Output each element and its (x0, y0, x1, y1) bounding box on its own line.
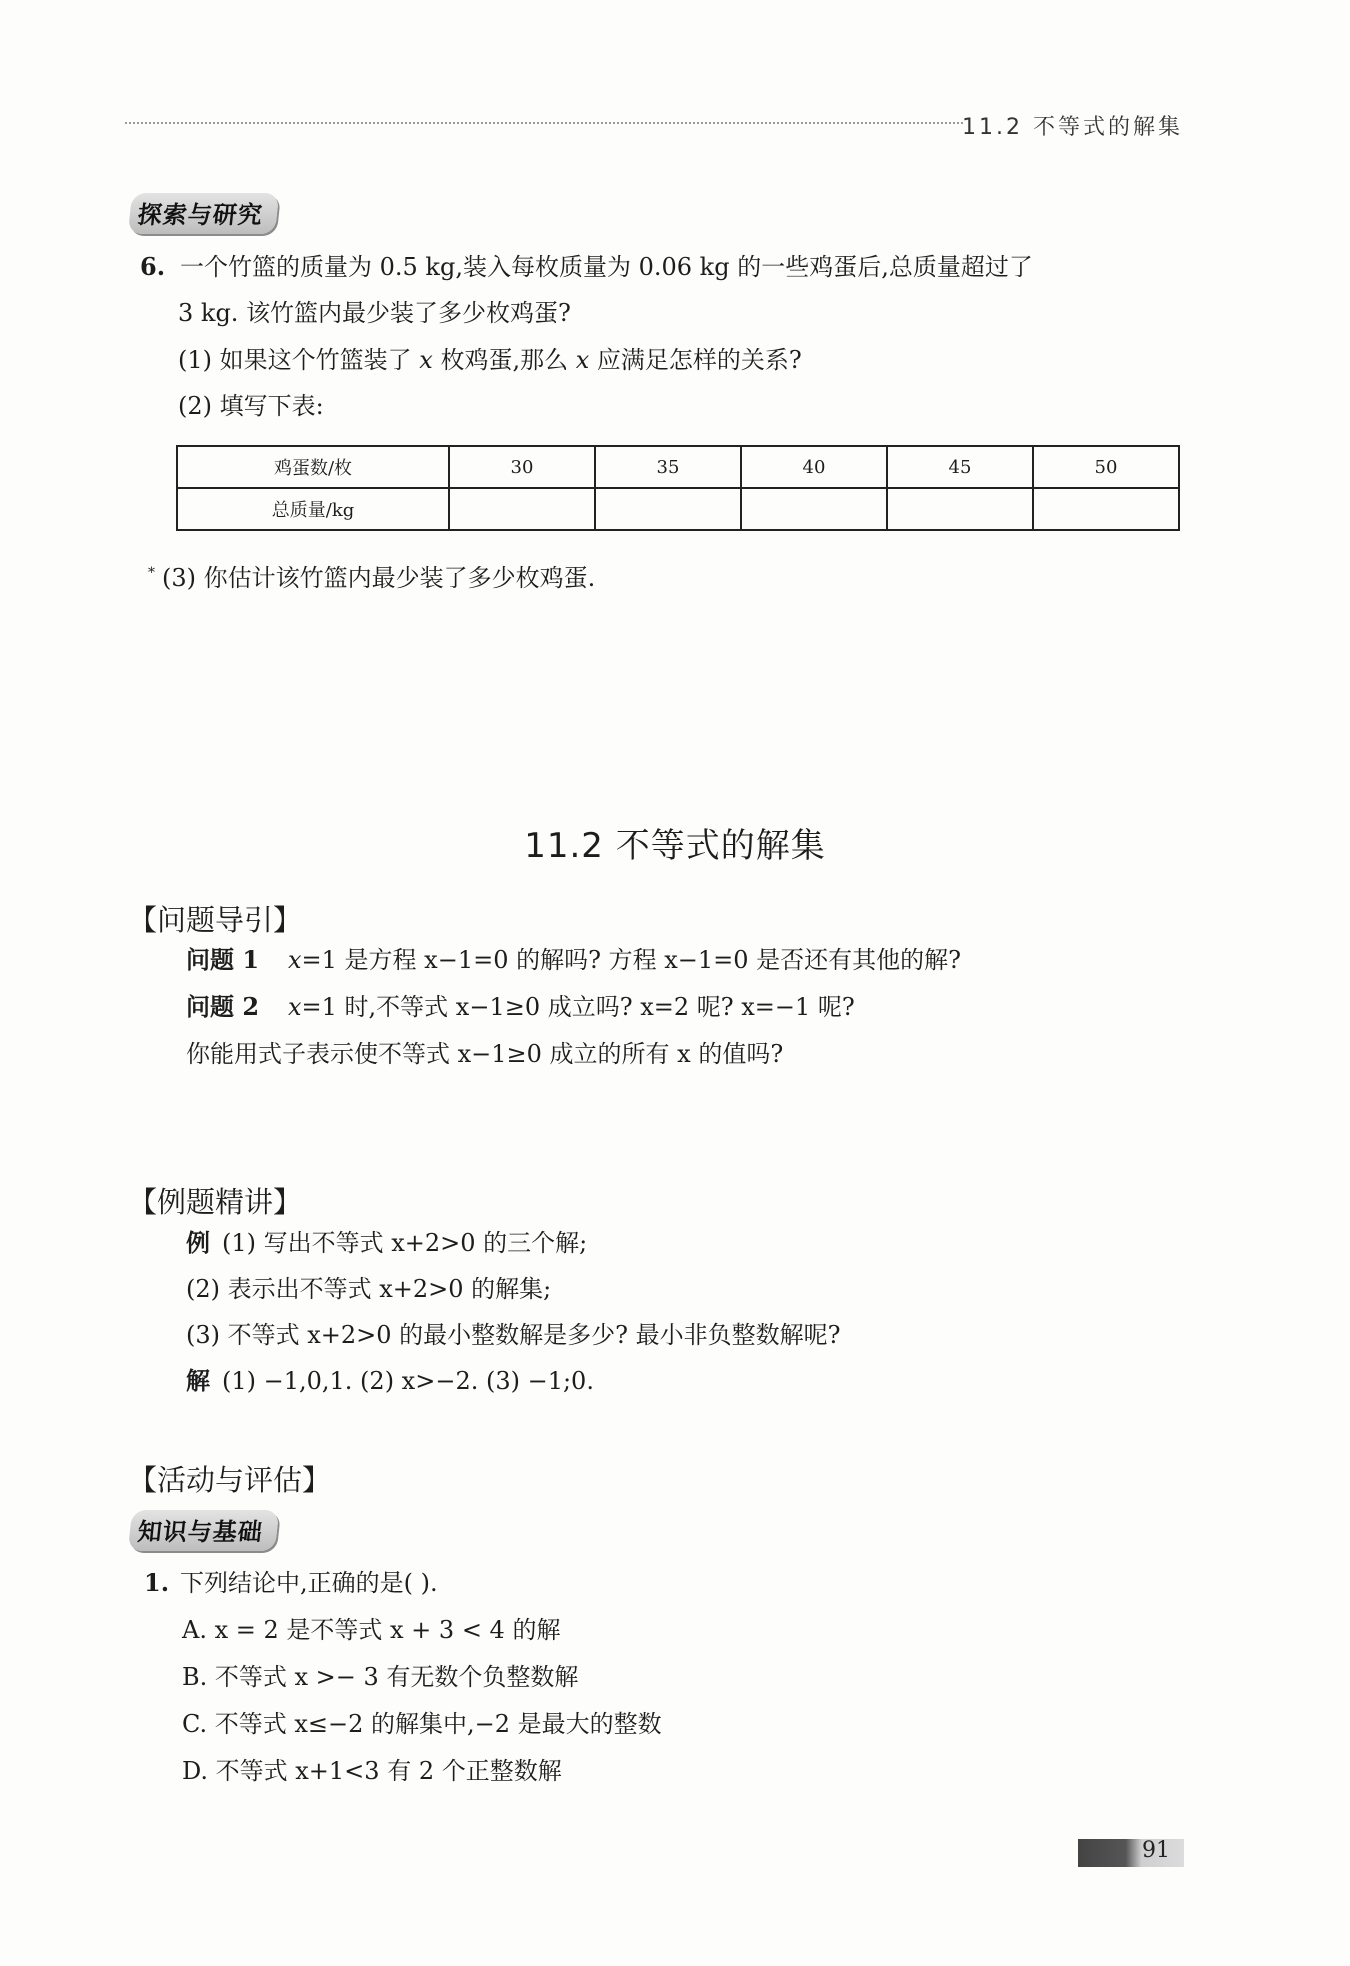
table-cell: 45 (887, 446, 1033, 488)
table-cell-empty (887, 488, 1033, 530)
question-1-text (288, 945, 961, 975)
variable-x: x (419, 346, 433, 374)
egg-mass-table (176, 445, 1180, 531)
example-heading: 【例题精讲】 (128, 1185, 303, 1219)
question-6-part2: (2) 填写下表: (178, 392, 324, 420)
part1-text-b: 枚鸡蛋,那么 (432, 346, 576, 374)
question-2-text (288, 992, 855, 1022)
explore-section-badge: 探索与研究 (128, 193, 279, 234)
problem-guide-heading: 【问题导引】 (128, 903, 303, 937)
question-1-label: 问题 1 (186, 945, 260, 974)
option-d: D. 不等式 x+1<3 有 2 个正整数解 (182, 1757, 562, 1785)
question-2-body: =1 时,不等式 x−1≥0 成立吗? x=2 呢? x=−1 呢? (301, 993, 855, 1021)
table-row (177, 488, 1179, 530)
question-6-line1: 一个竹篮的质量为 0.5 kg,装入每枚质量为 0.06 kg 的一些鸡蛋后,总质量超过了 (180, 253, 1033, 281)
question-6-line2: 3 kg. 该竹篮内最少装了多少枚鸡蛋? (178, 299, 571, 327)
basics-section-badge: 知识与基础 (128, 1510, 279, 1551)
table-cell: 40 (741, 446, 887, 488)
option-a: A. x = 2 是不等式 x + 3 < 4 的解 (182, 1616, 561, 1644)
table-cell: 50 (1033, 446, 1179, 488)
header-rule (125, 122, 963, 124)
variable-x: x (575, 346, 590, 374)
question-2-followup: 你能用式子表示使不等式 x−1≥0 成立的所有 x 的值吗? (186, 1040, 784, 1068)
table-cell-empty (449, 488, 595, 530)
activity-heading: 【活动与评估】 (128, 1463, 332, 1497)
variable-x: x (288, 946, 302, 974)
question-1-stem: 下列结论中,正确的是( ). (180, 1569, 438, 1597)
option-c: C. 不等式 x≤−2 的解集中,−2 是最大的整数 (182, 1710, 662, 1738)
table-cell: 35 (595, 446, 741, 488)
question-6-part3: (3) 你估计该竹篮内最少装了多少枚鸡蛋. (162, 564, 596, 592)
table-cell-empty (1033, 488, 1179, 530)
table-row-header: 总质量/kg (177, 488, 449, 530)
variable-x: x (288, 993, 302, 1021)
example-part1: (1) 写出不等式 x+2>0 的三个解; (222, 1229, 588, 1257)
table-cell-empty (741, 488, 887, 530)
question-6-part1 (178, 345, 802, 375)
running-header-title: 11.2 不等式的解集 (962, 115, 1183, 140)
optional-mark: * (148, 565, 155, 581)
table-row (177, 446, 1179, 488)
question-6-number: 6. (140, 252, 166, 281)
question-1-number: 1. (144, 1568, 170, 1597)
example-part2: (2) 表示出不等式 x+2>0 的解集; (186, 1275, 552, 1303)
solution-label: 解 (186, 1366, 210, 1395)
option-b: B. 不等式 x >− 3 有无数个负整数解 (182, 1663, 579, 1691)
table-cell-empty (595, 488, 741, 530)
part1-text-a: (1) 如果这个竹篮装了 (178, 346, 420, 374)
table-cell: 30 (449, 446, 595, 488)
question-2-label: 问题 2 (186, 992, 260, 1021)
example-part3: (3) 不等式 x+2>0 的最小整数解是多少? 最小非负整数解呢? (186, 1321, 841, 1349)
part1-text-c: 应满足怎样的关系? (589, 346, 802, 374)
table-row-header: 鸡蛋数/枚 (177, 446, 449, 488)
page-number: 91 (1142, 1838, 1170, 1863)
solution-text: (1) −1,0,1. (2) x>−2. (3) −1;0. (222, 1367, 594, 1395)
example-label: 例 (186, 1228, 210, 1257)
question-1-body: =1 是方程 x−1=0 的解吗? 方程 x−1=0 是否还有其他的解? (301, 946, 962, 974)
section-title: 11.2 不等式的解集 (524, 826, 826, 866)
